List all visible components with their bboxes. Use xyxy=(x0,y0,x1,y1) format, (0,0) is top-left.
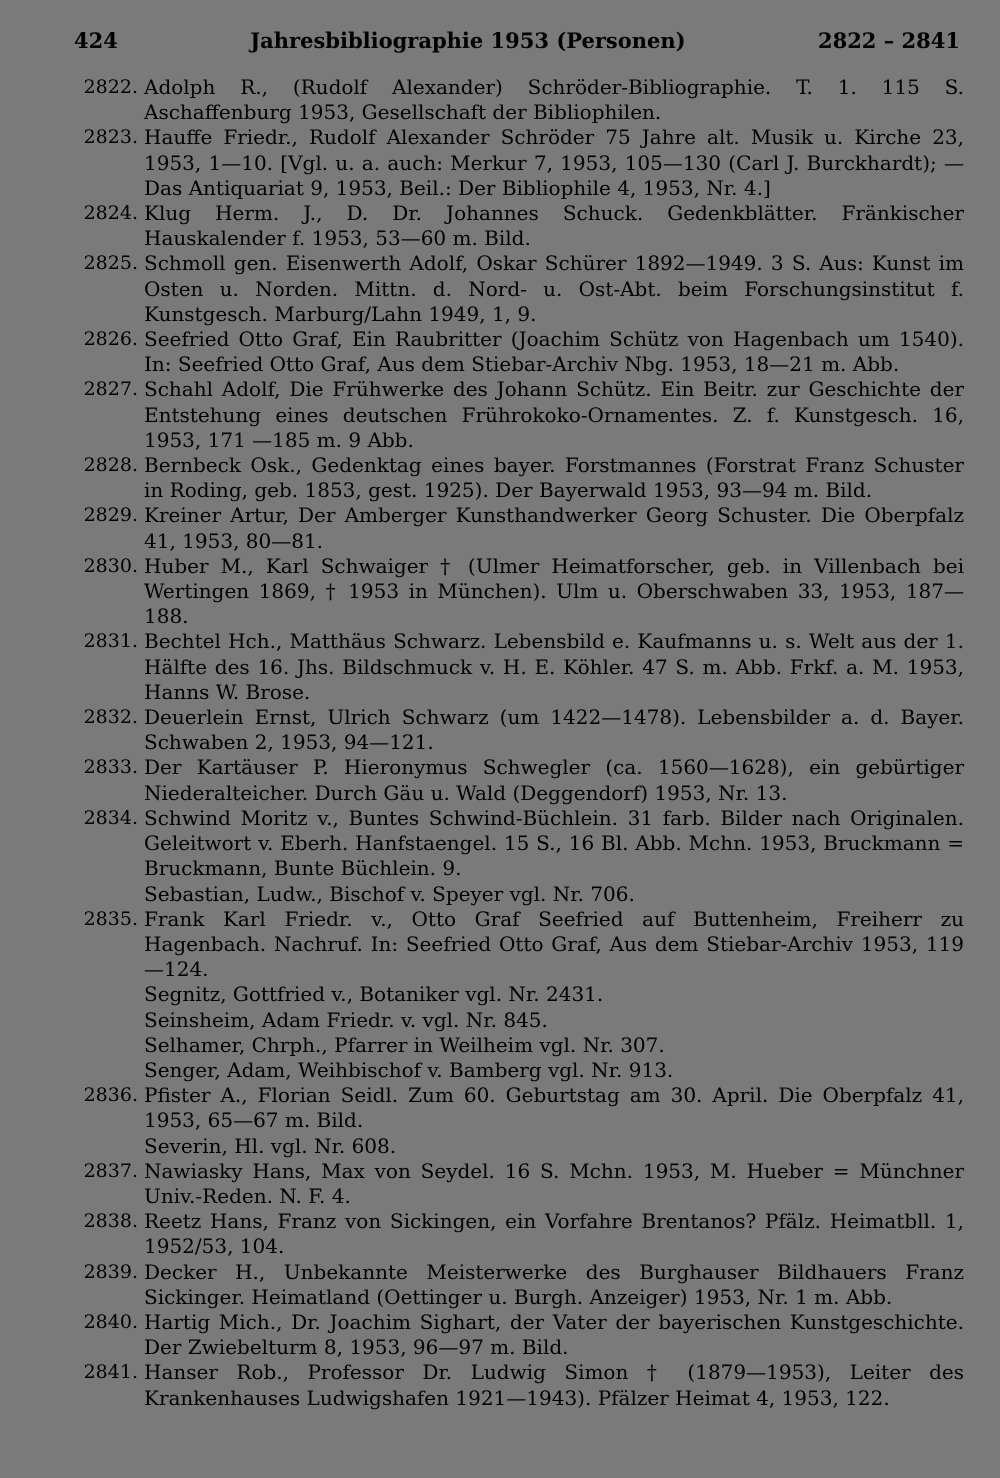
bibliography-entry xyxy=(72,125,964,201)
entry-text: Severin, Hl. vgl. Nr. 608. xyxy=(144,1133,397,1158)
entry-text: Schahl Adolf, Die Frühwerke des Johann Schütz. Ein Beitr. zur Geschichte der Entstehung eines deutschen Frührokoko-Ornamentes. Z. f. Kunstgesch. 16, 1953, 171 —185 m. 9 Abb. xyxy=(144,377,964,452)
entry-number: 2838. xyxy=(83,1210,138,1233)
bibliography-entry xyxy=(72,806,964,882)
entry-number: 2835. xyxy=(83,907,138,930)
bibliography-entry xyxy=(72,1159,964,1209)
entry-text: Nawiasky Hans, Max von Seydel. 16 S. Mchn. 1953, M. Hueber = Münchner Univ.-Reden. N. F. 4. xyxy=(144,1158,964,1208)
bibliography-entry xyxy=(72,1310,964,1360)
bibliography-entry xyxy=(72,377,964,453)
entry-text: Seefried Otto Graf, Ein Raubritter (Joachim Schütz von Hagenbach um 1540). In: Seefried Otto Graf, Aus dem Stiebar-Archiv Nbg. 1953, 18—21 m. Abb. xyxy=(144,327,964,377)
cross-reference-entry xyxy=(72,882,964,907)
entry-text: Schwind Moritz v., Buntes Schwind-Büchlein. 31 farb. Bilder nach Originalen. Geleitwort v. Eberh. Hanfstaengel. 15 S., 16 Bl. Abb. Mchn. 1953, Bruckmann = Bruckmann, Bunte Büchlein. 9. xyxy=(144,805,964,881)
entry-text: Bechtel Hch., Matthäus Schwarz. Lebensbild e. Kaufmanns u. s. Welt aus der 1. Hälfte des 16. Jhs. Bildschmuck v. H. E. Köhler. 47 S. m. Abb. Frkf. a. M. 1953, Hanns W. Brose. xyxy=(144,629,964,704)
entry-number: 2833. xyxy=(83,756,138,779)
entry-text: Hanser Rob., Professor Dr. Ludwig Simon † (1879—1953), Leiter des Krankenhauses Ludwigshafen 1921—1943). Pfälzer Heimat 4, 1953, 122. xyxy=(144,1360,964,1410)
entry-number: 2841. xyxy=(83,1361,138,1384)
bibliography-entry xyxy=(72,1209,964,1259)
bibliography-entry xyxy=(72,907,964,983)
entry-number: 2827. xyxy=(83,378,138,401)
entry-number: 2822. xyxy=(83,76,138,98)
entry-text: Segnitz, Gottfried v., Botaniker vgl. Nr. 2431. xyxy=(144,982,604,1007)
bibliography-entry xyxy=(72,453,964,503)
entry-text: Kreiner Artur, Der Amberger Kunsthandwerker Georg Schuster. Die Oberpfalz 41, 1953, 80—81. xyxy=(144,503,964,553)
bibliography-list xyxy=(72,75,964,1411)
cross-reference-entry xyxy=(72,1008,964,1033)
entry-number: 2823. xyxy=(83,126,138,149)
entry-text: Reetz Hans, Franz von Sickingen, ein Vorfahre Brentanos? Pfälz. Heimatbll. 1, 1952/53, 104. xyxy=(144,1209,964,1259)
entry-text: Seinsheim, Adam Friedr. v. vgl. Nr. 845. xyxy=(144,1007,548,1032)
entry-text: Klug Herm. J., D. Dr. Johannes Schuck. Gedenkblätter. Fränkischer Hauskalender f. 1953, 53—60 m. Bild. xyxy=(144,201,964,251)
entry-number: 2830. xyxy=(83,554,138,577)
cross-reference-entry xyxy=(72,1134,964,1159)
entry-number: 2837. xyxy=(83,1159,138,1182)
entry-text: Senger, Adam, Weihbischof v. Bamberg vgl. Nr. 913. xyxy=(144,1057,674,1082)
entry-number: 2826. xyxy=(83,328,138,351)
bibliography-entry xyxy=(72,327,964,377)
bibliography-entry xyxy=(72,503,964,553)
bibliography-entry xyxy=(72,251,964,327)
entry-number: 2832. xyxy=(83,706,138,729)
entry-text: Decker H., Unbekannte Meisterwerke des Burghauser Bildhauers Franz Sickinger. Heimatland (Oettinger u. Burgh. Anzeiger) 1953, Nr. 1 m. Abb. xyxy=(144,1259,964,1309)
entry-number: 2839. xyxy=(83,1260,138,1283)
entry-number: 2840. xyxy=(83,1310,138,1333)
bibliography-entry xyxy=(72,201,964,251)
page-header xyxy=(74,28,960,53)
bibliography-entry xyxy=(72,75,964,125)
entry-text: Der Kartäuser P. Hieronymus Schwegler (ca. 1560—1628), ein gebürtiger Niederalteicher. Durch Gäu u. Wald (Deggendorf) 1953, Nr. 13. xyxy=(144,755,964,805)
entry-text: Hauffe Friedr., Rudolf Alexander Schröder 75 Jahre alt. Musik u. Kirche 23, 1953, 1—10. [Vgl. u. a. auch: Merkur 7, 1953, 105—130 (Carl J. Burckhardt); — Das Antiquariat 9, 1953, Beil.: Der Bibliophile 4, 1953, Nr. 4.] xyxy=(144,125,964,200)
bibliography-entry xyxy=(72,1083,964,1133)
bibliography-entry xyxy=(72,755,964,805)
entry-text: Frank Karl Friedr. v., Otto Graf Seefried auf Buttenheim, Freiherr zu Hagenbach. Nachruf. In: Seefried Otto Graf, Aus dem Stiebar-Archiv 1953, 119—124. xyxy=(144,906,964,982)
entry-number: 2829. xyxy=(83,504,138,527)
running-title: Jahresbibliographie 1953 (Personen) xyxy=(250,28,686,53)
entry-text: Huber M., Karl Schwaiger † (Ulmer Heimatforscher, geb. in Villenbach bei Wertingen 1869, † 1953 in München). Ulm u. Oberschwaben 33, 1953, 187—188. xyxy=(144,553,964,629)
cross-reference-entry xyxy=(72,982,964,1007)
bibliography-entry xyxy=(72,1260,964,1310)
entry-text: Schmoll gen. Eisenwerth Adolf, Oskar Schürer 1892—1949. 3 S. Aus: Kunst im Osten u. Norden. Mittn. d. Nord- u. Ost-Abt. beim Forschungsinstitut f. Kunstgesch. Marburg/Lahn 1949, 1, 9. xyxy=(144,251,964,326)
entry-number: 2836. xyxy=(83,1084,138,1107)
entry-number: 2824. xyxy=(83,202,138,225)
entry-number: 2825. xyxy=(83,252,138,275)
entry-number: 2831. xyxy=(83,630,138,653)
entry-text: Hartig Mich., Dr. Joachim Sighart, der Vater der bayerischen Kunstgeschichte. Der Zwiebelturm 8, 1953, 96—97 m. Bild. xyxy=(144,1309,964,1360)
entry-text: Deuerlein Ernst, Ulrich Schwarz (um 1422—1478). Lebensbilder a. d. Bayer. Schwaben 2, 1953, 94—121. xyxy=(144,705,964,755)
bibliography-entry xyxy=(72,705,964,755)
entry-number: 2834. xyxy=(83,806,138,829)
cross-reference-entry xyxy=(72,1058,964,1083)
bibliography-entry xyxy=(72,629,964,705)
entry-number: 2828. xyxy=(83,454,138,477)
entry-text: Adolph R., (Rudolf Alexander) Schröder-Bibliographie. T. 1. 115 S. Aschaffenburg 1953, Gesellschaft der Bibliophilen. xyxy=(144,75,964,125)
entry-range: 2822 – 2841 xyxy=(817,28,960,53)
bibliography-entry xyxy=(72,554,964,630)
bibliography-entry xyxy=(72,1360,964,1410)
page-number: 424 xyxy=(74,28,118,53)
cross-reference-entry xyxy=(72,1033,964,1058)
entry-text: Pfister A., Florian Seidl. Zum 60. Geburtstag am 30. April. Die Oberpfalz 41, 1953, 65—67 m. Bild. xyxy=(144,1083,964,1133)
entry-text: Bernbeck Osk., Gedenktag eines bayer. Forstmannes (Forstrat Franz Schuster in Roding, geb. 1853, gest. 1925). Der Bayerwald 1953, 93—94 m. Bild. xyxy=(144,453,964,503)
entry-text: Selhamer, Chrph., Pfarrer in Weilheim vgl. Nr. 307. xyxy=(144,1032,665,1057)
entry-text: Sebastian, Ludw., Bischof v. Speyer vgl. Nr. 706. xyxy=(144,881,635,906)
